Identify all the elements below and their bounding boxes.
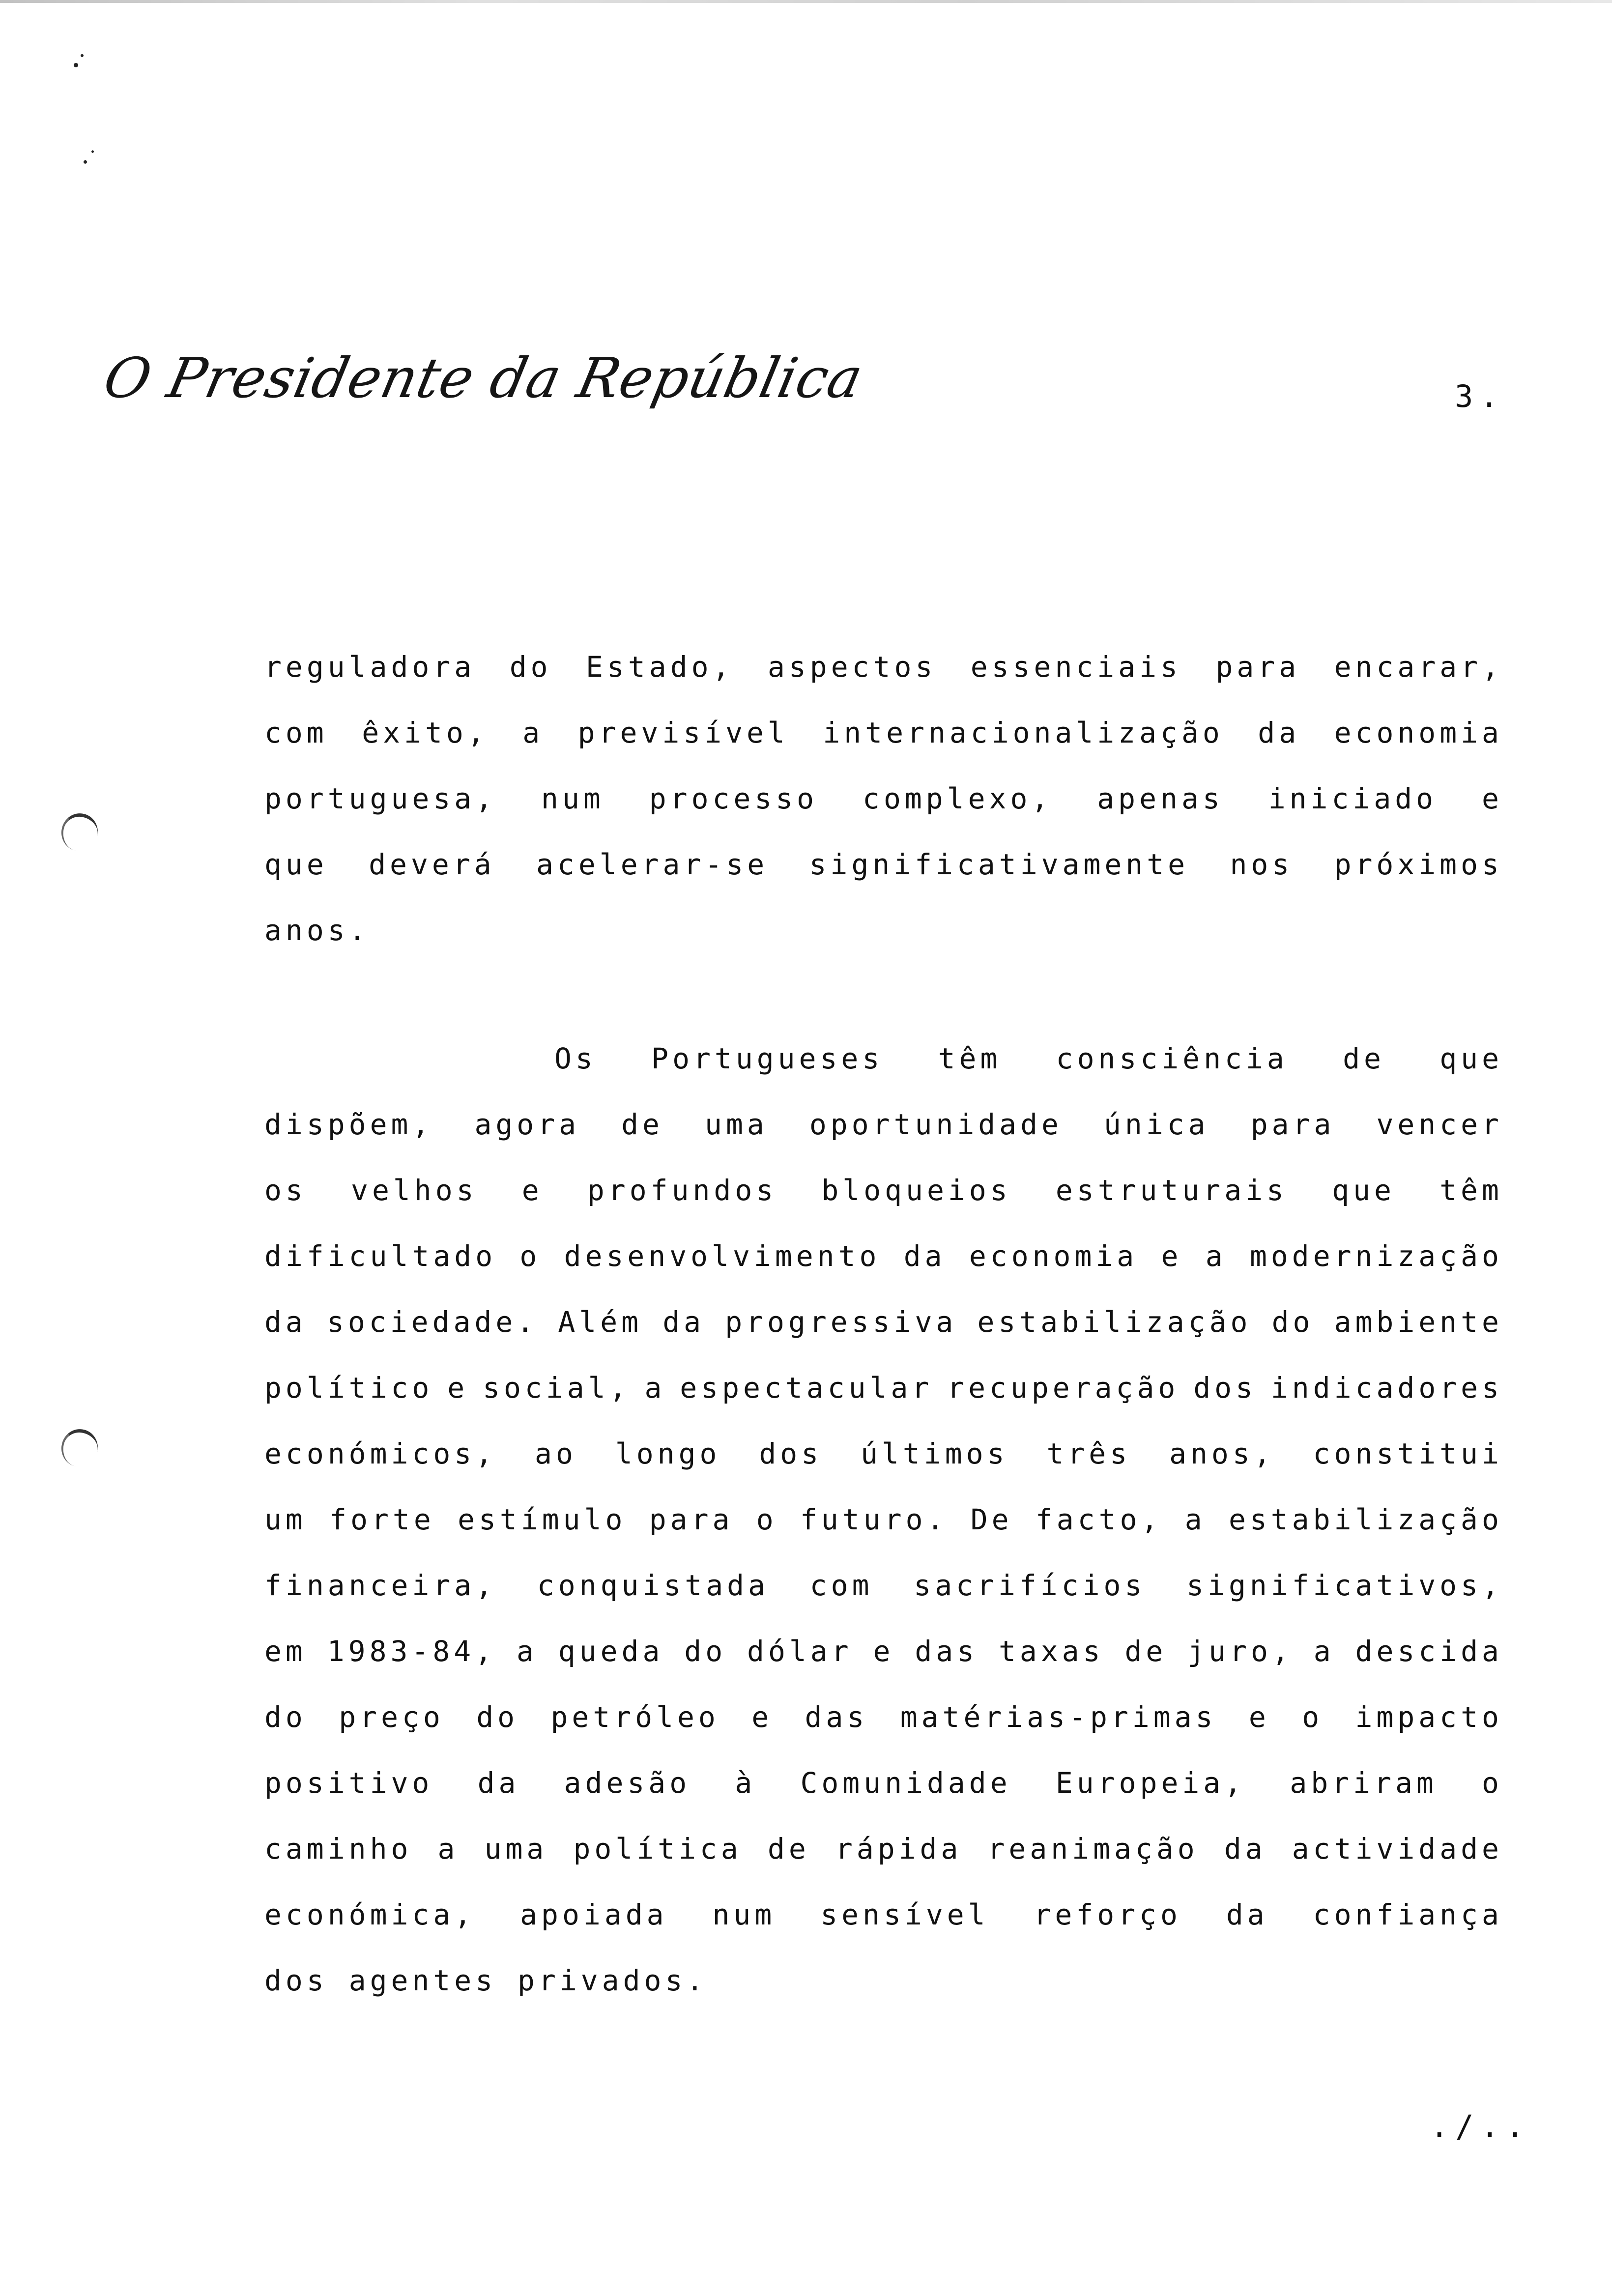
word: da: [1258, 716, 1300, 749]
word: uma: [705, 1108, 768, 1141]
word: do: [684, 1635, 727, 1668]
word: forte: [329, 1503, 435, 1536]
text-line: [264, 1750, 1503, 1816]
scan-speck: [91, 150, 94, 153]
word: num: [541, 782, 604, 815]
word: o: [1302, 1700, 1324, 1734]
word: uma: [484, 1832, 548, 1866]
word: e: [521, 1174, 543, 1207]
word: com: [264, 716, 328, 749]
word: da: [903, 1239, 946, 1273]
word: estruturais: [1055, 1174, 1288, 1207]
word: e: [1161, 1239, 1182, 1273]
scan-speck: [74, 63, 78, 67]
text-line: [264, 1421, 1503, 1487]
word: abriram: [1290, 1766, 1438, 1800]
word: dos: [759, 1437, 823, 1470]
word: da: [1226, 1898, 1268, 1931]
word: do: [264, 1700, 307, 1734]
word: de: [621, 1108, 663, 1141]
word: economia: [969, 1239, 1138, 1273]
word: iniciado: [1268, 782, 1438, 815]
word: rápida: [835, 1832, 962, 1866]
word: próximos: [1334, 848, 1503, 881]
word: de: [1343, 1042, 1385, 1075]
word: sociedade.: [327, 1305, 538, 1339]
word: de: [767, 1832, 810, 1866]
word: complexo,: [863, 782, 1053, 815]
word: que: [1332, 1174, 1395, 1207]
continuation-mark: ./..: [1430, 2108, 1531, 2144]
text-line: [264, 1091, 1503, 1157]
word: da: [477, 1766, 520, 1800]
word: anos.: [264, 914, 370, 947]
word: portuguesa,: [264, 782, 497, 815]
paragraph-1: [264, 634, 1503, 963]
word: financeira,: [264, 1569, 497, 1602]
word: com: [809, 1569, 873, 1602]
word: reanimação: [987, 1832, 1199, 1866]
word: de: [1124, 1635, 1167, 1668]
word: significativamente: [809, 848, 1189, 881]
word: conquistada: [537, 1569, 769, 1602]
word: confiança: [1313, 1898, 1503, 1931]
word: social,: [483, 1371, 631, 1405]
text-line: [264, 1552, 1503, 1618]
word: descida: [1355, 1635, 1503, 1668]
word: político: [264, 1371, 433, 1405]
word: longo: [615, 1437, 721, 1470]
word: o: [756, 1503, 777, 1536]
word: apoiada: [520, 1898, 668, 1931]
word: que: [1439, 1042, 1503, 1075]
word: reguladora: [264, 650, 476, 684]
word: preço: [339, 1700, 444, 1734]
word: privados.: [518, 1964, 708, 1997]
word: económicos,: [264, 1437, 497, 1470]
word: juro,: [1187, 1635, 1293, 1668]
text-line: [264, 1684, 1503, 1750]
word: agora: [474, 1108, 580, 1141]
word: taxas: [999, 1635, 1104, 1668]
word: internacionalização: [823, 716, 1224, 749]
word: apenas: [1097, 782, 1224, 815]
word: do: [476, 1700, 519, 1734]
word: o: [1481, 1766, 1503, 1800]
text-line: [264, 1882, 1503, 1948]
word: reforço: [1034, 1898, 1181, 1931]
letterhead: O Presidente da República: [98, 346, 868, 410]
word: previsível: [577, 716, 789, 749]
page-number: 3.: [1455, 378, 1505, 414]
scan-edge: [0, 0, 1612, 3]
paragraph-2: [264, 1026, 1503, 2013]
word: para: [1250, 1108, 1335, 1141]
word: em: [264, 1635, 307, 1668]
word: bloqueios: [821, 1174, 1011, 1207]
word: facto,: [1035, 1503, 1162, 1536]
text-line: [264, 1289, 1503, 1355]
word: e: [751, 1700, 773, 1734]
word: o: [519, 1239, 541, 1273]
word: modernização: [1249, 1239, 1503, 1273]
word: a: [644, 1371, 666, 1405]
word: Comunidade: [800, 1766, 1011, 1800]
word: dificultado: [264, 1239, 497, 1273]
text-line: [264, 1487, 1503, 1552]
word: das: [915, 1635, 979, 1668]
word: consciência: [1056, 1042, 1288, 1075]
word: da: [264, 1305, 307, 1339]
word: 1983-84,: [327, 1635, 496, 1668]
word: desenvolvimento: [564, 1239, 881, 1273]
word: a: [1184, 1503, 1206, 1536]
word: a: [1313, 1635, 1335, 1668]
word: das: [805, 1700, 868, 1734]
word: queda: [558, 1635, 664, 1668]
word: anos,: [1169, 1437, 1275, 1470]
word: velhos: [351, 1174, 478, 1207]
word: caminho: [264, 1832, 412, 1866]
word: De: [970, 1503, 1013, 1536]
word: a: [1205, 1239, 1227, 1273]
word: êxito,: [362, 716, 489, 749]
scan-speck: [81, 54, 84, 57]
word: e: [873, 1635, 894, 1668]
text-line: [264, 1026, 1503, 1091]
word: Portugueses: [651, 1042, 884, 1075]
word: do: [1271, 1305, 1314, 1339]
word: sacrifícios: [914, 1569, 1146, 1602]
word: profundos: [587, 1174, 777, 1207]
word: um: [264, 1503, 307, 1536]
word: dos: [1193, 1371, 1257, 1405]
word: a: [522, 716, 544, 749]
word: actividade: [1292, 1832, 1503, 1866]
text-line: [264, 1948, 1503, 2013]
text-line: [264, 1816, 1503, 1882]
word: Além: [558, 1305, 643, 1339]
word: a: [516, 1635, 538, 1668]
word: dispõem,: [264, 1108, 433, 1141]
word: estabilização: [1228, 1503, 1503, 1536]
word: impacto: [1355, 1700, 1503, 1734]
word: Estado,: [586, 650, 734, 684]
word: num: [712, 1898, 776, 1931]
word: oportunidade: [809, 1108, 1063, 1141]
word: política: [573, 1832, 742, 1866]
word: deverá: [369, 848, 495, 881]
word: positivo: [264, 1766, 433, 1800]
word: significativos,: [1186, 1569, 1503, 1602]
word: e: [1248, 1700, 1270, 1734]
word: espectacular: [680, 1371, 933, 1405]
text-line: [264, 1355, 1503, 1421]
text-line: [264, 1618, 1503, 1684]
word: adesão: [564, 1766, 691, 1800]
word: futuro.: [800, 1503, 948, 1536]
word: e: [447, 1371, 469, 1405]
text-line: [264, 832, 1503, 897]
word: Os: [554, 1042, 597, 1075]
word: encarar,: [1334, 650, 1503, 684]
text-line: [264, 1223, 1503, 1289]
word: três: [1046, 1437, 1131, 1470]
word: estímulo: [458, 1503, 627, 1536]
word: os: [264, 1174, 307, 1207]
word: para: [649, 1503, 734, 1536]
word: agentes: [348, 1964, 497, 1997]
text-line: [264, 1157, 1503, 1223]
word: últimos: [861, 1437, 1008, 1470]
word: progressiva: [725, 1305, 957, 1339]
word: essenciais: [970, 650, 1181, 684]
word: à: [735, 1766, 756, 1800]
scan-speck: [84, 160, 87, 164]
word: indicadores: [1270, 1371, 1503, 1405]
word: matérias-primas: [900, 1700, 1217, 1734]
word: vencer: [1376, 1108, 1503, 1141]
word: economia: [1334, 716, 1503, 749]
word: que: [264, 848, 328, 881]
word: dólar: [747, 1635, 853, 1668]
word: recuperação: [947, 1371, 1180, 1405]
word: aspectos: [767, 650, 937, 684]
text-line: [264, 634, 1503, 700]
word: única: [1104, 1108, 1209, 1141]
punch-hole-mark: [58, 810, 101, 855]
word: a: [437, 1832, 459, 1866]
word: têm: [1439, 1174, 1503, 1207]
word: e: [1482, 782, 1503, 815]
text-line: [264, 700, 1503, 766]
word: para: [1215, 650, 1300, 684]
word: constitui: [1313, 1437, 1503, 1470]
punch-hole-mark: [58, 1426, 101, 1470]
text-line: [264, 897, 1503, 963]
word: estabilização: [977, 1305, 1252, 1339]
word: dos: [264, 1964, 328, 1997]
word: nos: [1230, 848, 1294, 881]
word: sensível: [820, 1898, 989, 1931]
word: da: [1224, 1832, 1267, 1866]
word: ambiente: [1334, 1305, 1503, 1339]
word: processo: [649, 782, 818, 815]
word: ao: [535, 1437, 577, 1470]
word: petróleo: [550, 1700, 720, 1734]
word: acelerar-se: [536, 848, 769, 881]
word: da: [662, 1305, 705, 1339]
word: Europeia,: [1055, 1766, 1246, 1800]
word: do: [509, 650, 552, 684]
word: têm: [938, 1042, 1002, 1075]
text-line: [264, 766, 1503, 832]
word: económica,: [264, 1898, 476, 1931]
